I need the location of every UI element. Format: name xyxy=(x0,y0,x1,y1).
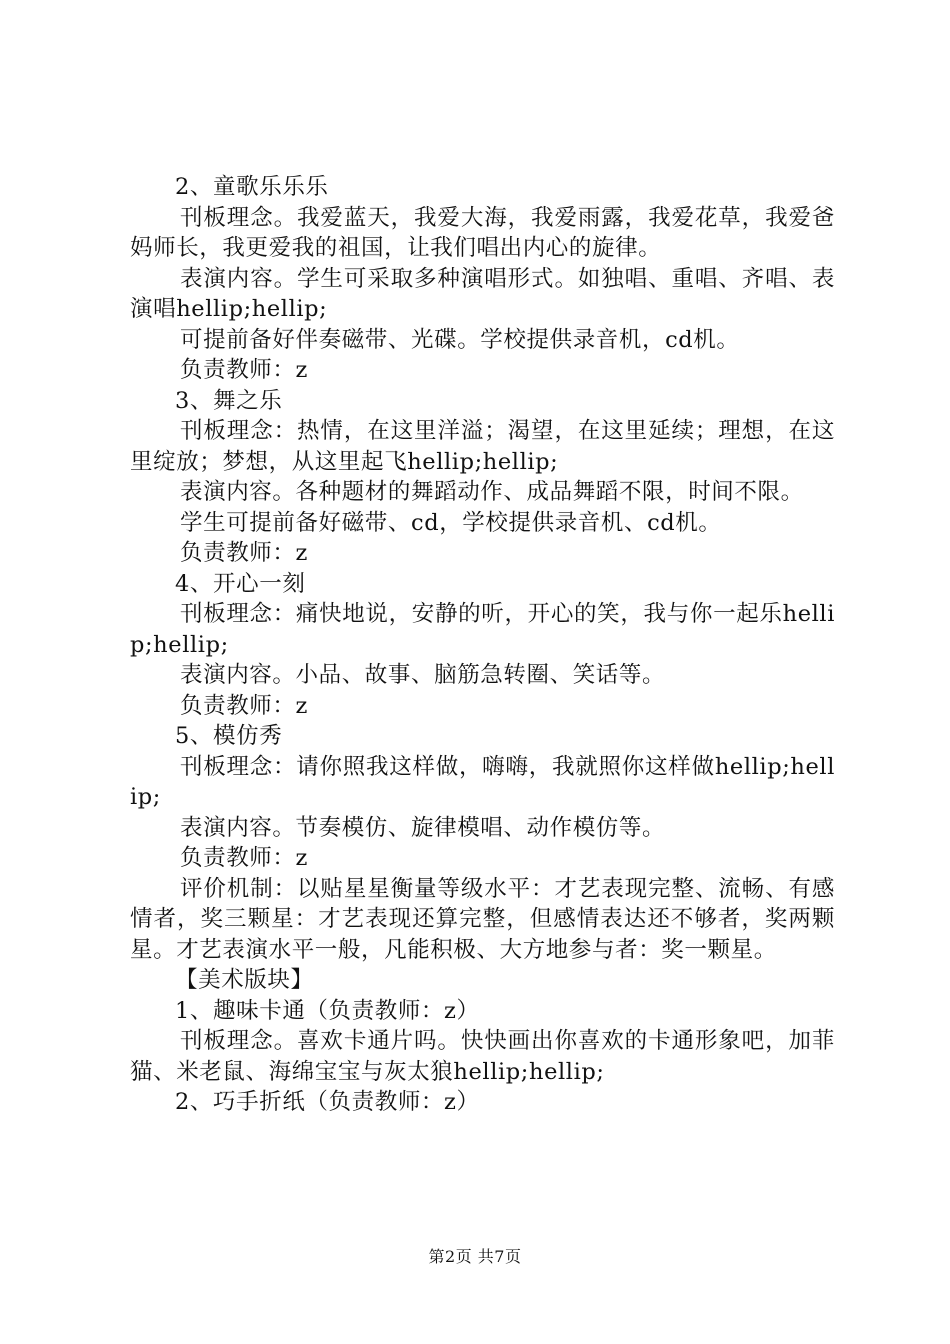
document-body xyxy=(130,172,835,1118)
paragraph: 刊板理念：痛快地说，安静的听，开心的笑，我与你一起乐hellip;hellip; xyxy=(130,601,835,658)
paragraph: 表演内容。节奏模仿、旋律模唱、动作模仿等。 xyxy=(180,814,666,841)
paragraph: 负责教师：z xyxy=(180,692,308,719)
paragraph: 学生可提前备好磁带、cd，学校提供录音机、cd机。 xyxy=(180,509,722,536)
paragraph: 刊板理念：请你照我这样做，嗨嗨，我就照你这样做hellip;hellip; xyxy=(130,753,835,810)
paragraph: 负责教师：z xyxy=(180,540,308,566)
paragraph: 负责教师：z xyxy=(180,845,308,871)
section-heading: 【美术版块】 xyxy=(175,967,314,993)
paragraph: 表演内容。各种题材的舞蹈动作、成品舞蹈不限，时间不限。 xyxy=(180,479,804,505)
paragraph: 刊板理念。我爱蓝天，我爱大海，我爱雨露，我爱花草，我爱爸妈师长，我更爱我的祖国，让我们唱出内心的旋律。 xyxy=(130,204,835,261)
paragraph: 评价机制：以贴星星衡量等级水平：才艺表现完整、流畅、有感情者，奖三颗星：才艺表现还算完整，但感情表达还不够者，奖两颗星。才艺表演水平一般，凡能积极、大方地参与者：奖一颗星。 xyxy=(130,875,835,963)
paragraph: 表演内容。学生可采取多种演唱形式。如独唱、重唱、齐唱、表演唱hellip;hellip; xyxy=(130,265,835,322)
section-heading: 4、开心一刻 xyxy=(175,570,306,597)
section-heading: 3、舞之乐 xyxy=(175,387,283,414)
paragraph: 表演内容。小品、故事、脑筋急转圈、笑话等。 xyxy=(180,662,666,688)
paragraph: 负责教师：z xyxy=(180,357,308,383)
section-heading: 2、童歌乐乐乐 xyxy=(175,174,329,200)
paragraph: 刊板理念。喜欢卡通片吗。快快画出你喜欢的卡通形象吧，加菲猫、米老鼠、海绵宝宝与灰太狼hellip;hellip; xyxy=(130,1028,835,1085)
section-heading: 1、趣味卡通（负责教师：z） xyxy=(175,997,480,1024)
section-heading: 5、模仿秀 xyxy=(175,723,283,749)
section-heading: 2、巧手折纸（负责教师：z） xyxy=(175,1089,480,1115)
paragraph: 刊板理念：热情，在这里洋溢；渴望，在这里延续；理想，在这里绽放；梦想，从这里起飞hellip;hellip; xyxy=(130,418,835,475)
page-footer: 第2页 共7页 xyxy=(428,1247,522,1266)
paragraph: 可提前备好伴奏磁带、光碟。学校提供录音机，cd机。 xyxy=(180,326,740,353)
